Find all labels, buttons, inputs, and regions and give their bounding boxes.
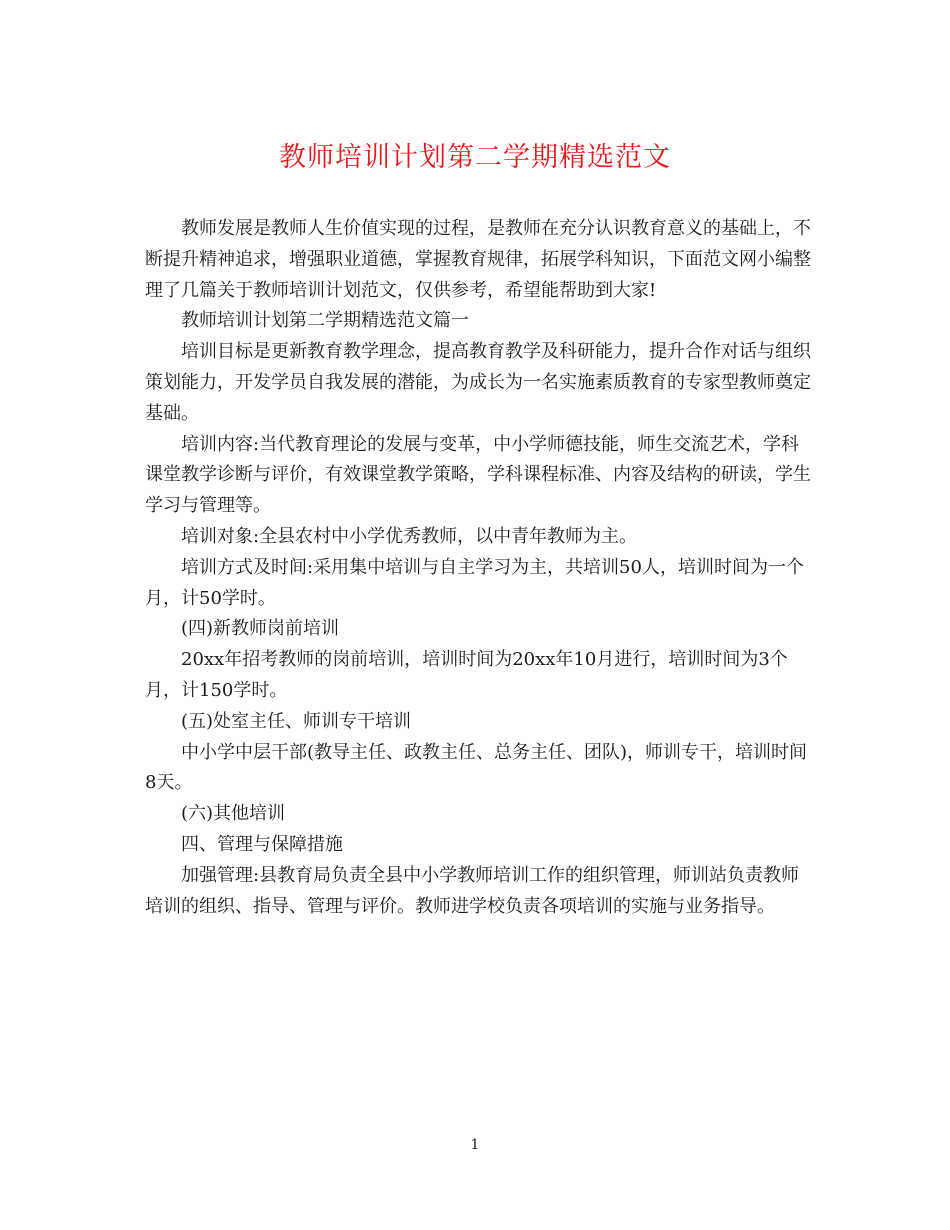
paragraph-intro: 教师发展是教师人生价值实现的过程，是教师在充分认识教育意义的基础上，不断提升精神追求，增强职业道德，掌握教育规律，拓展学科知识，下面范文网小编整理了几篇关于教师培训计划范文，仅供参考，希望能帮助到大家! bbox=[145, 218, 811, 301]
subheading-new-teacher: (四)新教师岗前培训 bbox=[181, 618, 340, 640]
paragraph-management: 加强管理:县教育局负责全县中小学教师培训工作的组织管理，师训站负责教师培训的组织、指导、管理与评价。教师进学校负责各项培训的实施与业务指导。 bbox=[145, 864, 800, 917]
section-heading: 教师培训计划第二学期精选范文篇一 bbox=[181, 310, 469, 332]
paragraph-training-target: 培训对象:全县农村中小学优秀教师，以中青年教师为主。 bbox=[181, 525, 638, 547]
page-number: 1 bbox=[470, 1137, 480, 1153]
paragraph-training-content: 培训内容:当代教育理论的发展与变革，中小学师德技能，师生交流艺术，学科课堂教学诊断与评价，有效课堂教学策略，学科课程标准、内容及结构的研读，学生学习与管理等。 bbox=[145, 433, 811, 517]
subheading-other: (六)其他培训 bbox=[181, 803, 286, 825]
document-body bbox=[145, 214, 815, 922]
document-title: 教师培训计划第二学期精选范文 bbox=[279, 142, 671, 173]
paragraph-training-method: 培训方式及时间:采用集中培训与自主学习为主，共培训50人，培训时间为一个月，计50学时。 bbox=[145, 556, 804, 609]
subheading-management: 四、管理与保障措施 bbox=[181, 833, 343, 855]
subheading-directors: (五)处室主任、师训专干培训 bbox=[181, 710, 412, 732]
paragraph-directors: 中小学中层干部(教导主任、政教主任、总务主任、团队)，师训专干，培训时间8天。 bbox=[145, 741, 808, 794]
paragraph-new-teacher: 20xx年招考教师的岗前培训，培训时间为20xx年10月进行，培训时间为3个月，计150学时。 bbox=[145, 649, 788, 701]
paragraph-training-goal: 培训目标是更新教育教学理念，提高教育教学及科研能力，提升合作对话与组织策划能力，开发学员自我发展的潜能，为成长为一名实施素质教育的专家型教师奠定基础。 bbox=[145, 341, 811, 424]
